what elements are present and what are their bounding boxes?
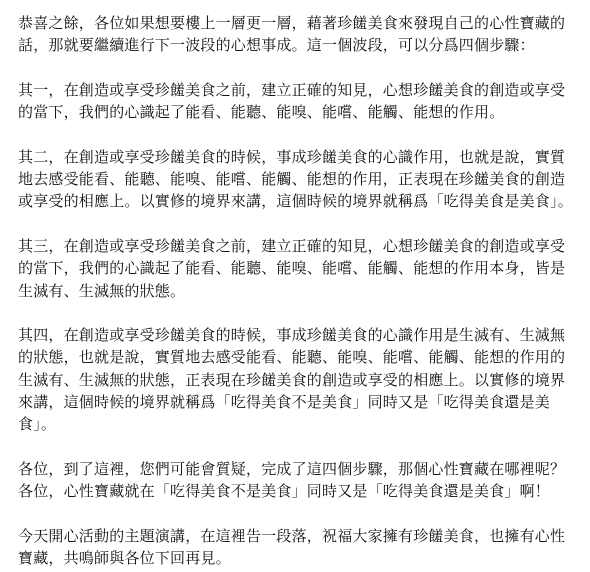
paragraph-step-3: 其三，在創造或享受珍饈美食之前，建立正確的知見，心想珍饈美食的創造或享受的當下，我們的心識起了能看、能聽、能嗅、能嚐、能觸、能想的作用本身，皆是生滅有、生滅無的狀態。 xyxy=(18,236,566,300)
paragraph-step-1: 其一，在創造或享受珍饈美食之前，建立正確的知見，心想珍饈美食的創造或享受的當下，我們的心識起了能看、能聽、能嗅、能嚐、能觸、能想的作用。 xyxy=(18,80,566,122)
paragraph-question: 各位，到了這裡，您們可能會質疑，完成了這四個步驟，那個心性寶藏在哪裡呢？各位，心性寶藏就在「吃得美食不是美食」同時又是「吃得美食還是美食」啊！ xyxy=(18,459,566,501)
document-body xyxy=(18,12,578,569)
paragraph-step-2: 其二，在創造或享受珍饈美食的時候，事成珍饈美食的心識作用，也就是說，實質地去感受能看、能聽、能嗅、能嚐、能觸、能想的作用，正表現在珍饈美食的創造或享受的相應上。以實修的境界來講，這個時候的境界就稱爲「吃得美食是美食」。 xyxy=(18,147,573,211)
paragraph-closing: 今天開心活動的主題演講，在這裡告一段落，祝福大家擁有珍饈美食，也擁有心性寶藏，共鳴師與各位下回再見。 xyxy=(18,526,566,568)
paragraph-step-4: 其四，在創造或享受珍饈美食的時候，事成珍饈美食的心識作用是生滅有、生滅無的狀態，也就是說，實質地去感受能看、能聽、能嗅、能嚐、能觸、能想的作用的生滅有、生滅無的狀態，正表現在珍饈美食的創造或享受的相應上。以實修的境界來講，這個時候的境界就稱爲「吃得美食不是美食」同時又是「吃得美食還是美食」。 xyxy=(18,326,566,434)
paragraph-intro: 恭喜之餘，各位如果想要樓上一層更一層，藉著珍饈美食來發現自己的心性寶藏的話，那就要繼續進行下一波段的心想事成。這一個波段，可以分爲四個步驟： xyxy=(18,14,566,55)
